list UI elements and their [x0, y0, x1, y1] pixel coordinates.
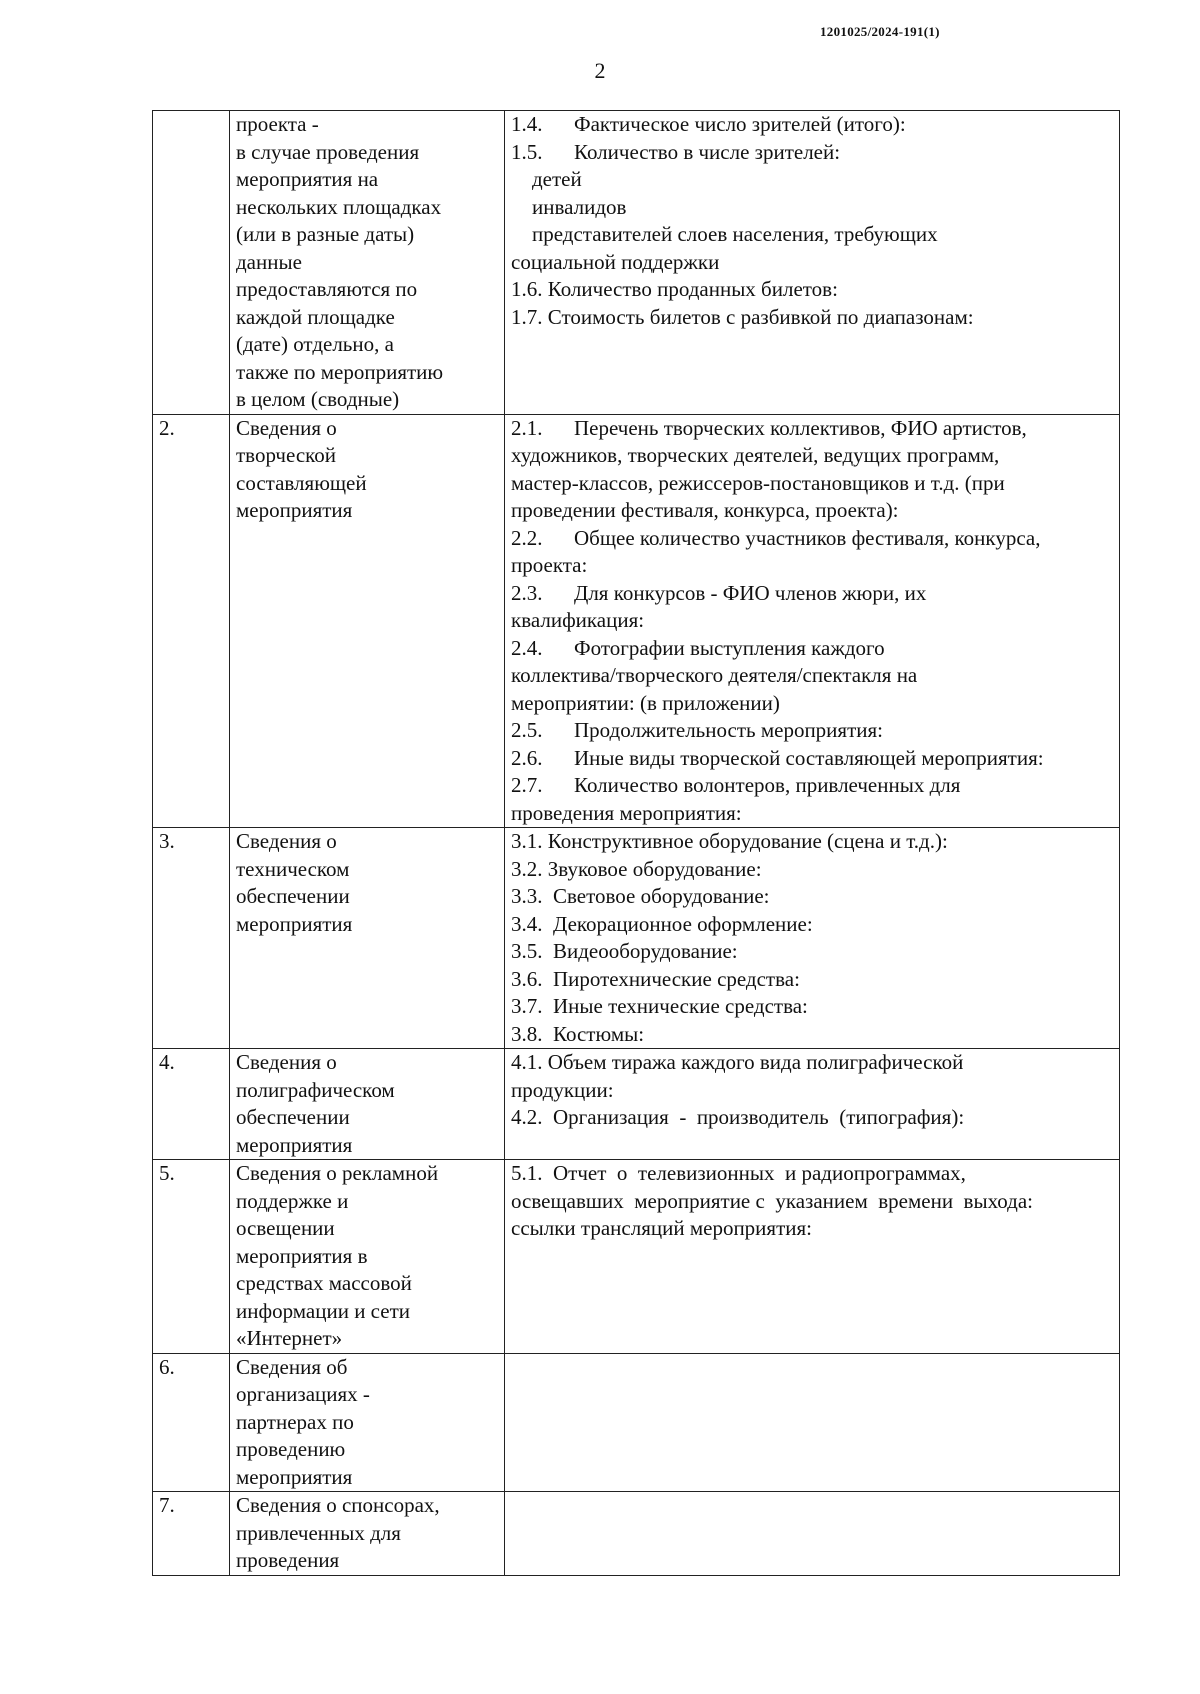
table-row [153, 1353, 1120, 1492]
section-title-line: Сведения об [236, 1354, 348, 1379]
item-line: 3.8. Костюмы: [511, 1021, 645, 1046]
section-title-line: проведения [236, 1548, 340, 1572]
section-title-cell [230, 414, 505, 828]
section-title-line: (дате) отдельно, а [236, 332, 394, 356]
section-title-line: мероприятия [236, 1464, 353, 1489]
item-line: 3.6. Пиротехнические средства: [511, 966, 800, 991]
section-title-line: проекта - [236, 112, 319, 136]
item-line: детей [511, 167, 582, 191]
item-line: инвалидов [511, 194, 627, 219]
item-line: представителей слоев населения, требующих [511, 222, 938, 246]
section-items-cell [505, 111, 1120, 415]
item-line: проведения мероприятия: [511, 800, 742, 825]
item-line: 2.1. Перечень творческих коллективов, ФИО артистов, [511, 415, 1027, 440]
section-title-line: организациях - [236, 1382, 370, 1406]
section-title-cell [230, 1492, 505, 1576]
item-line: 4.1. Объем тиража каждого вида полиграфической [511, 1050, 964, 1074]
section-title-line: мероприятия [236, 1132, 353, 1157]
section-items-cell [505, 828, 1120, 1049]
section-title-line: Сведения о рекламной [236, 1161, 439, 1185]
item-line: квалификация: [511, 608, 645, 632]
item-line: 2.6. Иные виды творческой составляющей мероприятия: [511, 745, 1044, 770]
section-title-line: каждой площадке [236, 304, 395, 329]
section-title-line: Сведения о спонсорах, [236, 1493, 440, 1517]
section-title-line: партнерах по [236, 1409, 354, 1434]
item-line: 1.7. Стоимость билетов с разбивкой по диапазонам: [511, 304, 974, 329]
section-items-cell [505, 1353, 1120, 1492]
item-line: ссылки трансляций мероприятия: [511, 1216, 812, 1240]
item-line: 2.2. Общее количество участников фестиваля, конкурса, [511, 525, 1041, 550]
section-title-line: информации и сети [236, 1298, 410, 1323]
page-number: 2 [594, 58, 606, 83]
report-table [152, 110, 1120, 1576]
row-number-cell [153, 1492, 230, 1576]
item-line: 3.2. Звуковое оборудование: [511, 856, 762, 881]
item-line: продукции: [511, 1077, 614, 1102]
item-line: 5.1. Отчет о телевизионных и радиопрограммах, [511, 1161, 966, 1185]
section-title-line: «Интернет» [236, 1326, 343, 1350]
item-line: проведении фестиваля, конкурса, проекта): [511, 498, 899, 522]
section-title-line: обеспечении [236, 1105, 350, 1129]
table-row [153, 1492, 1120, 1576]
row-number-cell [153, 1353, 230, 1492]
section-title-cell [230, 1353, 505, 1492]
section-items-cell [505, 1160, 1120, 1354]
table-row [153, 111, 1120, 415]
section-title-line: освещении [236, 1216, 335, 1240]
item-line: 3.4. Декорационное оформление: [511, 911, 813, 936]
item-line: 1.5. Количество в числе зрителей: [511, 139, 841, 164]
section-title-cell [230, 1049, 505, 1160]
table-row [153, 828, 1120, 1049]
section-title-cell [230, 111, 505, 415]
section-title-line: нескольких площадках [236, 194, 442, 219]
item-line: коллектива/творческого деятеля/спектакля на [511, 663, 918, 687]
item-line: 3.7. Иные технические средства: [511, 994, 808, 1018]
item-line: 3.3. Световое оборудование: [511, 884, 770, 908]
section-title-line: мероприятия [236, 911, 353, 936]
section-title-line: поддержке и [236, 1188, 349, 1213]
row-number: 3. [159, 829, 175, 853]
section-items-cell [505, 1049, 1120, 1160]
section-title-line: творческой [236, 443, 337, 467]
item-line: 2.5. Продолжительность мероприятия: [511, 718, 883, 742]
item-line: 2.4. Фотографии выступления каждого [511, 635, 885, 660]
item-line: проекта: [511, 553, 588, 577]
section-title-cell [230, 828, 505, 1049]
item-line: освещавших мероприятие с указанием времени выхода: [511, 1188, 1034, 1213]
row-number: 5. [159, 1161, 175, 1185]
section-items-cell [505, 414, 1120, 828]
item-line: 2.3. Для конкурсов - ФИО членов жюри, их [511, 580, 927, 605]
section-title-line: мероприятия [236, 498, 353, 522]
section-title-line: обеспечении [236, 884, 350, 908]
section-items-cell [505, 1492, 1120, 1576]
item-line: 2.7. Количество волонтеров, привлеченных для [511, 773, 961, 797]
section-title-line: данные [236, 249, 302, 274]
row-number-cell [153, 1049, 230, 1160]
table-row [153, 1160, 1120, 1354]
item-line: 3.1. Конструктивное оборудование (сцена и т.д.): [511, 829, 948, 853]
section-title-line: мероприятия на [236, 167, 379, 191]
section-title-line: полиграфическом [236, 1077, 395, 1102]
item-line: 1.6. Количество проданных билетов: [511, 277, 838, 301]
section-title-line: техническом [236, 856, 350, 881]
table-row [153, 414, 1120, 828]
item-line: художников, творческих деятелей, ведущих программ, [511, 443, 1000, 467]
row-number: 4. [159, 1050, 175, 1074]
section-title-line: проведению [236, 1437, 346, 1461]
section-title-line: (или в разные даты) [236, 222, 415, 246]
section-title-line: Сведения о [236, 415, 337, 440]
table-row [153, 1049, 1120, 1160]
item-line: 3.5. Видеооборудование: [511, 939, 738, 963]
section-title-line: также по мероприятию [236, 359, 444, 384]
section-title-line: Сведения о [236, 1050, 337, 1074]
row-number-cell [153, 828, 230, 1049]
item-line: социальной поддержки [511, 249, 720, 274]
section-title-line: предоставляются по [236, 277, 418, 301]
item-line: мастер-классов, режиссеров-постановщиков и т.д. (при [511, 470, 1005, 495]
section-title-line: в случае проведения [236, 139, 420, 164]
section-title-line: Сведения о [236, 829, 337, 853]
document-number: 1201025/2024-191(1) [820, 24, 940, 39]
section-title-line: мероприятия в [236, 1243, 368, 1268]
row-number-cell [153, 111, 230, 415]
item-line: мероприятии: (в приложении) [511, 690, 780, 715]
row-number: 2. [159, 415, 175, 440]
section-title-line: составляющей [236, 470, 367, 495]
row-number-cell [153, 414, 230, 828]
row-number-cell [153, 1160, 230, 1354]
section-title-line: привлеченных для [236, 1520, 401, 1545]
section-title-line: в целом (сводные) [236, 387, 400, 411]
section-title-line: средствах массовой [236, 1271, 412, 1295]
item-line: 1.4. Фактическое число зрителей (итого): [511, 112, 906, 136]
item-line: 4.2. Организация - производитель (типография): [511, 1105, 965, 1129]
row-number: 6. [159, 1354, 175, 1379]
row-number: 7. [159, 1493, 175, 1517]
section-title-cell [230, 1160, 505, 1354]
